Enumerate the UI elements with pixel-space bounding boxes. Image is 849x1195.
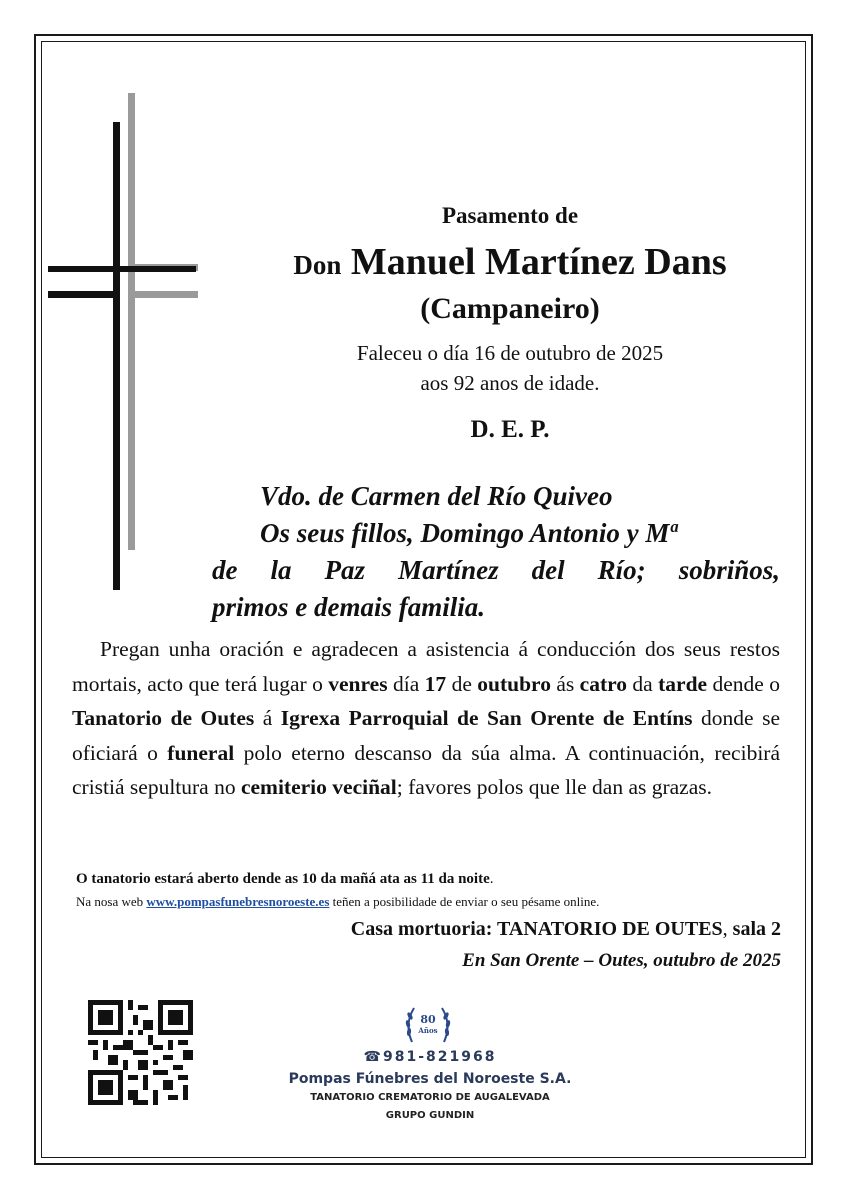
phone-icon: ☎ xyxy=(363,1049,383,1065)
body-text: da xyxy=(627,671,659,696)
company-subtitle: TANATORIO CREMATORIO DE AUGALEVADA xyxy=(310,1092,550,1103)
cross-grey-horizontal-lower xyxy=(128,291,198,298)
cross-black-horizontal-lower xyxy=(48,291,119,298)
honorific: Don xyxy=(293,250,342,280)
opening-hours-text: O tanatorio estará aberto dende as 10 da mañá ata as 11 da noite xyxy=(76,871,490,887)
mortuary-room: sala 2 xyxy=(727,918,781,940)
body-bold: funeral xyxy=(167,740,235,765)
mortuary-sep: , xyxy=(722,918,728,940)
cross-black-horizontal xyxy=(48,266,196,272)
place-date: En San Orente – Outes, outubro de 2025 xyxy=(462,950,781,971)
body-text: dende o xyxy=(707,671,780,696)
body-text: ; favores polos que lle dan as grazas. xyxy=(396,775,713,799)
body-bold: catro xyxy=(579,671,628,696)
body-text: ás xyxy=(550,671,580,696)
body-text: á xyxy=(254,706,281,730)
death-date-line: Faleceu o día 16 de outubro de 2025 xyxy=(356,341,664,365)
mortuary-line xyxy=(351,918,781,941)
name-text: Manuel Martínez Dans xyxy=(350,241,727,283)
qr-code-icon[interactable] xyxy=(88,1000,193,1105)
body-bold: 17 xyxy=(424,671,447,696)
cross-grey-vertical xyxy=(128,93,135,550)
phone-line xyxy=(300,1049,560,1065)
dep: D. E. P. xyxy=(470,416,550,443)
cross-black-vertical xyxy=(113,122,120,590)
website-link[interactable]: www.pompasfunebresnoroeste.es xyxy=(146,894,330,909)
family-line: Vdo. de Carmen del Río Quiveo xyxy=(260,481,613,511)
body-bold: tarde xyxy=(658,671,708,696)
body-bold: Igrexa Parroquial de San Orente de Entíns xyxy=(280,706,693,730)
family-block xyxy=(212,478,780,626)
pre-title: Pasamento de xyxy=(441,203,579,228)
phone-number: 981-821968 xyxy=(382,1049,497,1065)
logo-word: Años xyxy=(418,1026,438,1035)
mortuary-label: Casa mortuoria: TANATORIO DE OUTES xyxy=(350,918,723,940)
family-line: primos e demais familia. xyxy=(212,592,485,622)
web-prefix: Na nosa web xyxy=(76,894,147,909)
web-note xyxy=(76,894,599,910)
family-line: Os seus fillos, Domingo Antonio y Mª xyxy=(260,518,677,548)
age-line: aos 92 anos de idade. xyxy=(420,371,600,395)
body-bold: venres xyxy=(328,671,388,696)
body-bold: outubro xyxy=(477,671,551,696)
death-info xyxy=(240,338,780,398)
body-text: donde se oficiará o xyxy=(72,706,780,765)
nickname: (Campaneiro) xyxy=(420,292,600,325)
body-bold: Tanatorio de Outes xyxy=(72,706,255,730)
body-text: día xyxy=(387,671,425,696)
laurel-logo-icon xyxy=(402,1002,454,1048)
body-paragraph xyxy=(72,632,780,805)
family-line: de la Paz Martínez del Río; sobriños, xyxy=(212,555,780,585)
web-suffix: teñen a posibilidade de enviar o seu pésame online. xyxy=(329,894,600,909)
opening-hours-end: . xyxy=(489,871,494,887)
body-text: de xyxy=(446,671,478,696)
company-group: GRUPO GUNDIN xyxy=(385,1110,475,1121)
body-text: polo eterno descanso da súa alma. A continuación, recibirá cristiá sepultura no xyxy=(72,740,780,799)
deceased-name xyxy=(240,240,780,284)
body-bold: cemiterio veciñal xyxy=(240,775,397,799)
body-text: Pregan unha oración e agradecen a asistencia á conducción dos seus restos mortais, acto que terá lugar o xyxy=(72,637,780,696)
logo-number: 80 xyxy=(420,1013,436,1026)
company-name: Pompas Fúnebres del Noroeste S.A. xyxy=(288,1071,572,1087)
opening-hours-note xyxy=(76,871,494,888)
